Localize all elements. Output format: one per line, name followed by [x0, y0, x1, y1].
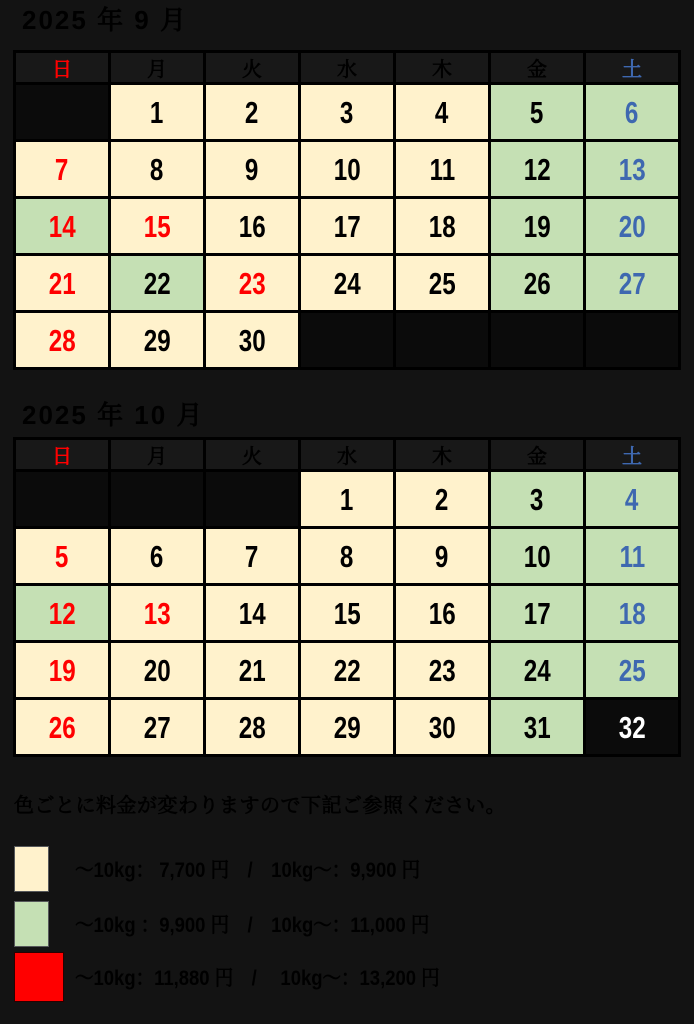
price-tier-swatch-cream — [14, 846, 49, 892]
day-cell — [205, 312, 300, 369]
day-cell — [490, 198, 585, 255]
day-cell — [395, 198, 490, 255]
day-number: 25 — [618, 652, 646, 688]
day-number: 24 — [523, 652, 551, 688]
weekday-header-row — [15, 439, 680, 471]
weekday-header: 木 — [395, 439, 490, 471]
day-number: 28 — [238, 709, 266, 745]
day-number: 32 — [618, 709, 646, 745]
weekday-header: 火 — [205, 439, 300, 471]
day-number: 26 — [523, 265, 551, 301]
day-cell — [110, 642, 205, 699]
day-number: 19 — [48, 652, 76, 688]
day-cell — [110, 699, 205, 756]
day-number: 20 — [618, 208, 646, 244]
weekday-header: 日 — [15, 52, 110, 84]
day-number: 26 — [48, 709, 76, 745]
empty-day-cell — [490, 312, 585, 369]
day-cell — [300, 255, 395, 312]
legend-item — [14, 899, 430, 949]
day-number: 28 — [48, 322, 76, 358]
weekday-header: 月 — [110, 52, 205, 84]
day-cell — [395, 699, 490, 756]
day-number: 3 — [340, 94, 354, 130]
day-cell — [490, 141, 585, 198]
day-number: 17 — [523, 595, 551, 631]
day-cell — [110, 585, 205, 642]
day-cell — [110, 141, 205, 198]
price-tier-swatch-green — [14, 901, 49, 947]
day-number: 14 — [48, 208, 76, 244]
day-cell — [205, 642, 300, 699]
day-number: 10 — [333, 151, 361, 187]
day-cell — [585, 585, 680, 642]
day-number: 11 — [429, 151, 455, 187]
day-number: 18 — [618, 595, 646, 631]
day-number: 23 — [238, 265, 266, 301]
day-cell — [300, 84, 395, 141]
calendar-october-body — [15, 439, 680, 756]
day-cell — [300, 141, 395, 198]
day-cell — [490, 528, 585, 585]
day-cell — [585, 255, 680, 312]
day-number: 15 — [143, 208, 171, 244]
day-number: 12 — [48, 595, 76, 631]
day-number: 22 — [143, 265, 171, 301]
day-number: 20 — [143, 652, 171, 688]
week-row — [15, 312, 680, 369]
empty-day-cell — [15, 84, 110, 141]
day-number: 9 — [435, 538, 449, 574]
day-cell — [490, 642, 585, 699]
day-cell — [585, 84, 680, 141]
weekday-header: 金 — [490, 439, 585, 471]
day-cell — [110, 198, 205, 255]
week-row — [15, 471, 680, 528]
day-number: 27 — [143, 709, 171, 745]
week-row — [15, 585, 680, 642]
day-cell — [395, 141, 490, 198]
day-cell — [15, 255, 110, 312]
day-cell — [15, 585, 110, 642]
day-cell — [395, 642, 490, 699]
week-row — [15, 84, 680, 141]
day-cell — [15, 312, 110, 369]
day-number: 27 — [618, 265, 646, 301]
day-cell — [395, 528, 490, 585]
day-cell — [15, 528, 110, 585]
day-cell — [585, 528, 680, 585]
day-cell — [110, 312, 205, 369]
day-number: 9 — [245, 151, 259, 187]
weekday-header: 木 — [395, 52, 490, 84]
day-cell — [110, 84, 205, 141]
day-cell — [110, 255, 205, 312]
price-tier-swatch-red — [14, 952, 64, 1002]
weekday-header: 土 — [585, 52, 680, 84]
day-number: 2 — [435, 481, 449, 517]
day-number: 23 — [428, 652, 456, 688]
day-number: 1 — [340, 481, 354, 517]
calendar-october — [13, 437, 681, 757]
day-number: 7 — [55, 151, 69, 187]
weekday-header: 日 — [15, 439, 110, 471]
week-row — [15, 198, 680, 255]
calendar-september — [13, 50, 681, 370]
day-cell — [15, 699, 110, 756]
day-number: 5 — [55, 538, 69, 574]
day-number: 22 — [333, 652, 361, 688]
day-number: 6 — [150, 538, 164, 574]
week-row — [15, 528, 680, 585]
calendar-title-october: 2025 年 10 月 — [22, 400, 205, 430]
day-number: 14 — [238, 595, 266, 631]
weekday-header: 金 — [490, 52, 585, 84]
legend-item — [14, 844, 421, 894]
day-cell — [205, 255, 300, 312]
day-cell — [300, 642, 395, 699]
day-cell — [205, 585, 300, 642]
day-cell — [300, 471, 395, 528]
day-cell — [300, 699, 395, 756]
day-cell — [205, 699, 300, 756]
day-number: 21 — [48, 265, 76, 301]
day-cell — [490, 699, 585, 756]
day-cell — [110, 528, 205, 585]
empty-day-cell — [110, 471, 205, 528]
day-number: 21 — [238, 652, 266, 688]
legend-item-label: ～10kg： 7,700 円 / 10kg～：9,900 円 — [75, 859, 421, 882]
week-row — [15, 642, 680, 699]
day-number: 25 — [428, 265, 456, 301]
day-number: 24 — [333, 265, 361, 301]
weekday-header: 月 — [110, 439, 205, 471]
day-cell — [205, 84, 300, 141]
day-cell — [585, 642, 680, 699]
day-cell — [300, 585, 395, 642]
day-cell — [490, 471, 585, 528]
calendar-title-september: 2025 年 9 月 — [22, 5, 188, 35]
day-cell — [15, 642, 110, 699]
day-number: 7 — [245, 538, 259, 574]
day-cell — [395, 471, 490, 528]
day-number: 4 — [435, 94, 449, 130]
legend-item-label: ～10kg：11,880 円 / 10kg～：13,200 円 — [75, 967, 440, 990]
weekday-header: 水 — [300, 439, 395, 471]
week-row — [15, 141, 680, 198]
empty-day-cell — [205, 471, 300, 528]
day-number: 8 — [150, 151, 164, 187]
empty-day-cell — [15, 471, 110, 528]
day-number: 5 — [530, 94, 544, 130]
day-cell — [395, 255, 490, 312]
empty-day-cell — [585, 312, 680, 369]
weekday-header: 水 — [300, 52, 395, 84]
day-cell — [205, 528, 300, 585]
empty-day-cell — [395, 312, 490, 369]
day-cell — [585, 699, 680, 756]
day-number: 19 — [523, 208, 551, 244]
legend-heading: 色ごとに料金が変わりますので下記ご参照ください。 — [14, 795, 506, 817]
day-number: 6 — [625, 94, 639, 130]
week-row — [15, 699, 680, 756]
day-cell — [490, 255, 585, 312]
day-cell — [205, 198, 300, 255]
day-cell — [15, 141, 110, 198]
day-number: 13 — [618, 151, 646, 187]
day-cell — [300, 528, 395, 585]
day-cell — [585, 141, 680, 198]
day-cell — [490, 84, 585, 141]
day-number: 3 — [530, 481, 544, 517]
day-number: 10 — [523, 538, 551, 574]
day-number: 16 — [238, 208, 266, 244]
day-number: 8 — [340, 538, 354, 574]
day-cell — [205, 141, 300, 198]
weekday-header-row — [15, 52, 680, 84]
day-cell — [15, 198, 110, 255]
day-number: 30 — [238, 322, 266, 358]
day-cell — [490, 585, 585, 642]
day-number: 1 — [150, 94, 164, 130]
day-cell — [585, 198, 680, 255]
legend-item-label: ～10kg ：9,900 円 / 10kg～：11,000 円 — [75, 914, 430, 937]
day-cell — [585, 471, 680, 528]
day-number: 30 — [428, 709, 456, 745]
week-row — [15, 255, 680, 312]
day-number: 29 — [333, 709, 361, 745]
day-cell — [395, 84, 490, 141]
day-number: 18 — [428, 208, 456, 244]
day-number: 12 — [523, 151, 551, 187]
empty-day-cell — [300, 312, 395, 369]
day-number: 17 — [333, 208, 361, 244]
day-number: 16 — [428, 595, 456, 631]
day-number: 29 — [143, 322, 171, 358]
day-cell — [300, 198, 395, 255]
day-number: 31 — [523, 709, 551, 745]
day-number: 13 — [143, 595, 171, 631]
calendar-september-body — [15, 52, 680, 369]
legend-item — [14, 952, 440, 1002]
weekday-header: 火 — [205, 52, 300, 84]
day-number: 11 — [619, 538, 645, 574]
day-number: 15 — [333, 595, 361, 631]
weekday-header: 土 — [585, 439, 680, 471]
day-number: 4 — [625, 481, 639, 517]
day-number: 2 — [245, 94, 259, 130]
day-cell — [395, 585, 490, 642]
